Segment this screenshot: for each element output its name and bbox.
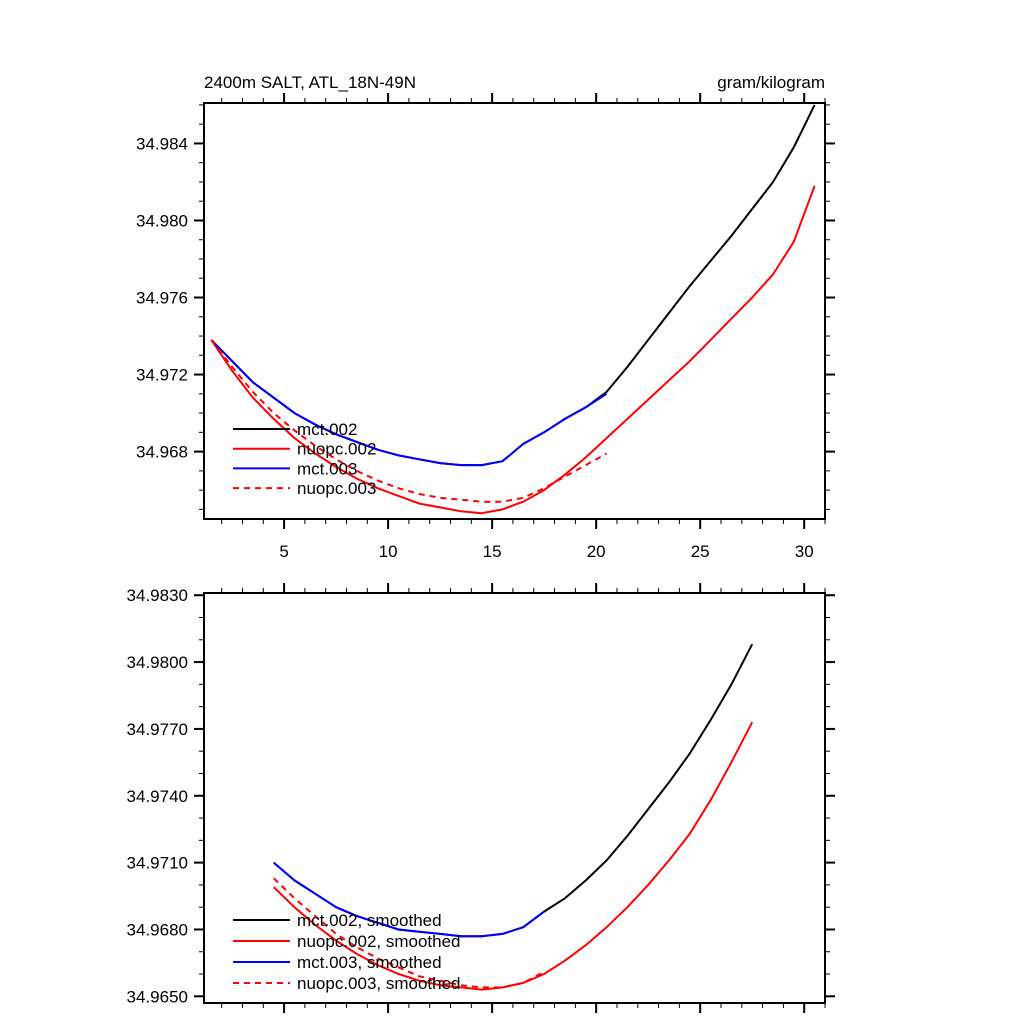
x-tick-label: 25 xyxy=(690,542,710,561)
y-tick-label: 34.9740 xyxy=(126,786,188,806)
y-tick-label: 34.9710 xyxy=(126,853,188,873)
y-tick-label: 34.980 xyxy=(136,211,188,231)
y-tick-label: 34.968 xyxy=(136,442,188,462)
y-tick-label: 34.9680 xyxy=(126,920,188,940)
series-line-mct-002-smoothed xyxy=(274,644,753,936)
legend-label: mct.002 xyxy=(297,420,358,439)
y-tick-label: 34.9830 xyxy=(126,586,188,606)
x-tick-label: 30 xyxy=(794,542,814,561)
x-tick-label: 15 xyxy=(482,542,502,561)
axis-ticks xyxy=(194,583,835,1013)
legend-label: mct.003, smoothed xyxy=(297,953,442,972)
x-tick-label: 5 xyxy=(279,542,289,561)
series-line-nuopc-003 xyxy=(211,340,606,502)
y-tick-label: 34.972 xyxy=(136,365,188,385)
panel-bottom xyxy=(127,583,835,1013)
legend-label: mct.002, smoothed xyxy=(297,911,442,930)
x-tick-label: 10 xyxy=(378,542,398,561)
legend-label: nuopc.003 xyxy=(297,479,377,499)
x-tick-label: 20 xyxy=(586,542,606,561)
y-tick-label: 34.9650 xyxy=(126,987,188,1007)
legend-label: nuopc.002 xyxy=(297,439,377,459)
y-tick-label: 34.9800 xyxy=(126,653,188,673)
y-tick-label: 34.9770 xyxy=(126,719,188,739)
legend-label: nuopc.003, smoothed xyxy=(297,974,461,993)
legend-label: mct.003 xyxy=(297,459,358,479)
panel-top xyxy=(136,73,835,561)
units-label: gram/kilogram xyxy=(717,73,825,92)
panel-title: 2400m SALT, ATL_18N-49N xyxy=(204,73,416,92)
series-line-mct-003 xyxy=(211,340,606,465)
legend xyxy=(233,911,461,993)
series-line-mct-002 xyxy=(211,105,814,465)
y-tick-label: 34.976 xyxy=(136,288,188,308)
legend-label: nuopc.002, smoothed xyxy=(297,932,461,951)
legend xyxy=(233,420,376,498)
y-tick-label: 34.984 xyxy=(136,134,188,154)
